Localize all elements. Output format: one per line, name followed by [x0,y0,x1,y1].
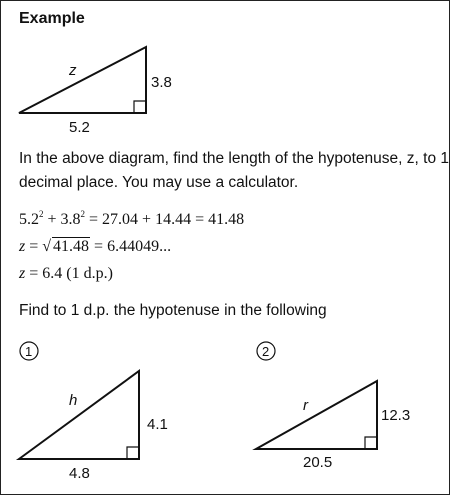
q1-base-label: 4.8 [69,465,90,482]
working-line-1-result: = 27.04 + 14.44 = 41.48 [89,211,245,228]
q2-number-badge [257,342,275,360]
working-line-3-result: = 6.4 (1 d.p.) [29,265,113,282]
intro-line-2: decimal place. You may use a calculator. [19,174,299,191]
example-hyp-label: z [69,62,77,79]
q2-base-label: 20.5 [303,454,333,471]
q2-triangle [256,381,410,471]
working-line-1: $5.2^2 + 3.8^2 = 27.04 + 14.44 = 41.48$ [19,209,245,228]
example-side-label: 3.8 [151,74,172,91]
working-var-z: z [19,238,26,255]
q1-side-label: 4.1 [147,416,168,433]
q1-number-badge [20,342,38,360]
sqrt-radicand: 41.48 [53,238,90,255]
working-term-b: 3.8 [60,211,81,228]
intro-line-1: In the above diagram, find the length of the hypotenuse, z, to 1 [19,150,449,167]
working-var-z-2: z [19,265,26,282]
working-line-2 [19,237,171,256]
sqrt-sign: √ [42,238,52,255]
working-equals: = [29,238,39,255]
q1-triangle [19,371,168,482]
working-line-3 [19,265,113,283]
example-triangle [19,47,172,136]
example-heading: Example [19,10,85,27]
example-base-label: 5.2 [69,119,90,136]
q2-number: 2 [262,344,270,359]
q2-hyp-label: r [303,397,308,414]
q2-side-label: 12.3 [381,407,411,424]
task-instruction: Find to 1 d.p. the hypotenuse in the following [19,302,327,319]
q1-hyp-label: h [69,392,78,409]
working-term-a: 5.2 [19,211,39,228]
working-line-2-result: = 6.44049... [94,238,172,255]
q1-number: 1 [25,344,33,359]
